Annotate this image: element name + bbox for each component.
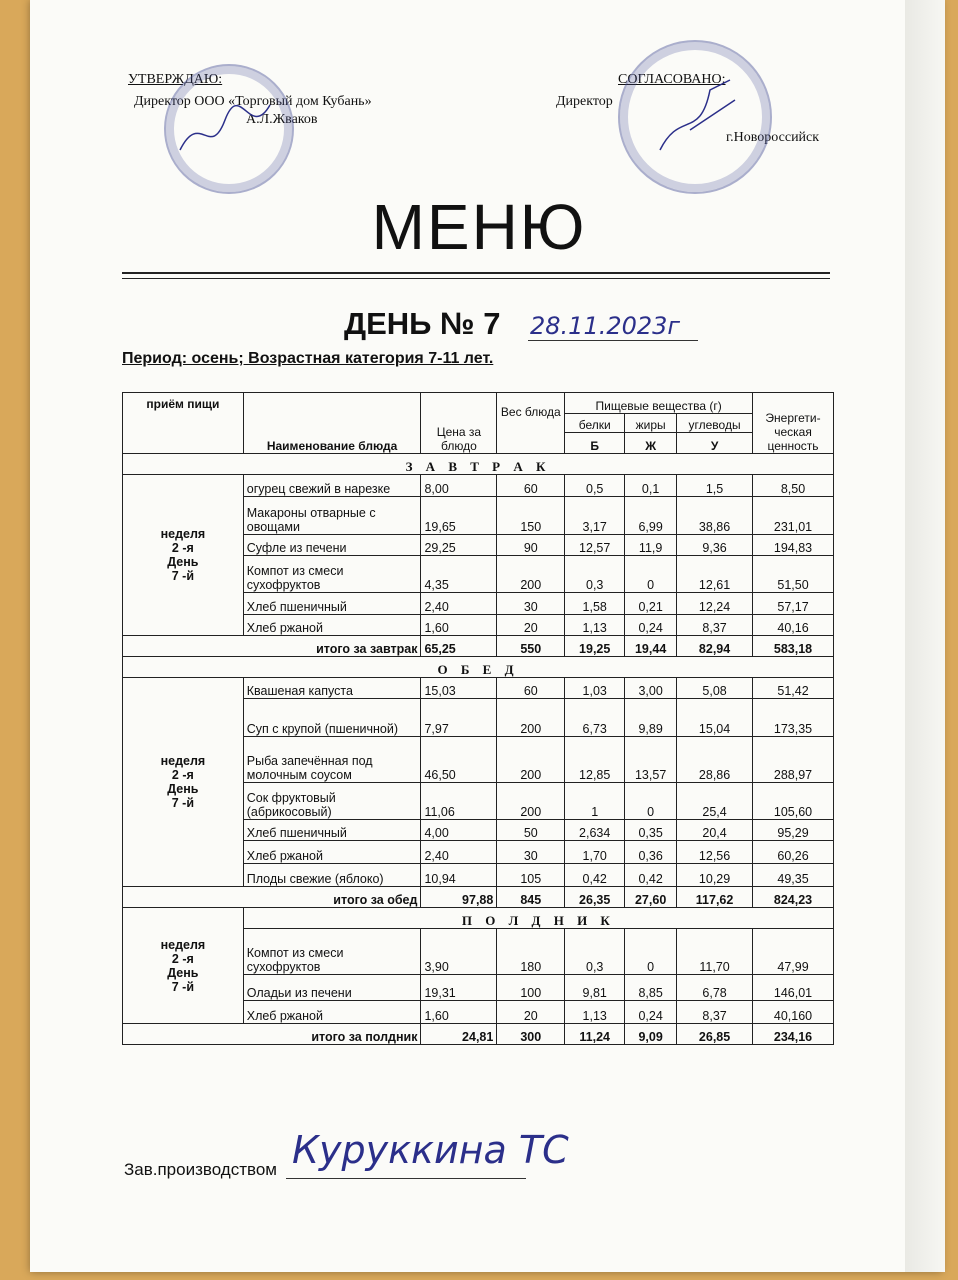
cell-energy: 95,29 — [753, 820, 834, 841]
cell-b: 1,13 — [565, 1001, 625, 1024]
dish-name-cell: Хлеб ржаной — [243, 615, 421, 636]
meal-group-line: неделя — [160, 754, 206, 768]
dish-name-cell: Хлеб ржаной — [243, 841, 421, 864]
cell-b: 1,13 — [565, 615, 625, 636]
cell-b: 3,17 — [565, 497, 625, 535]
cell-b: 1 — [565, 783, 625, 820]
cell-b: 6,73 — [565, 699, 625, 737]
total-energy: 824,23 — [753, 887, 834, 908]
meal-group-line: 2 -я — [171, 541, 194, 555]
day-label: ДЕНЬ № 7 — [344, 306, 501, 341]
meal-group-line: День — [167, 555, 199, 569]
total-u: 82,94 — [677, 636, 753, 657]
total-zh: 9,09 — [625, 1024, 677, 1045]
meal-group-line: День — [167, 965, 199, 980]
cell-b: 2,634 — [565, 820, 625, 841]
col-fat: жиры — [625, 414, 677, 433]
cell-energy: 57,17 — [753, 593, 834, 615]
cell-u: 6,78 — [677, 975, 753, 1001]
cell-u: 11,70 — [677, 929, 753, 975]
cell-zh: 0,21 — [625, 593, 677, 615]
cell-price: 19,65 — [421, 497, 497, 535]
cell-weight: 30 — [497, 841, 565, 864]
cell-energy: 47,99 — [753, 929, 834, 975]
cell-weight: 20 — [497, 1001, 565, 1024]
meal-group-line: неделя — [160, 527, 206, 541]
dish-name-cell: Макароны отварные с овощами — [243, 497, 421, 535]
cell-zh: 0,36 — [625, 841, 677, 864]
cell-weight: 20 — [497, 615, 565, 636]
section-title: О Б Е Д — [123, 657, 834, 678]
cell-zh: 9,89 — [625, 699, 677, 737]
section-row — [123, 657, 834, 678]
table-row — [123, 475, 834, 497]
dish-name-cell: Хлеб ржаной — [243, 1001, 421, 1024]
cell-zh: 0,35 — [625, 820, 677, 841]
dish-name-cell: Компот из смеси сухофруктов — [243, 929, 421, 975]
cell-weight: 60 — [497, 678, 565, 699]
cell-u: 10,29 — [677, 864, 753, 887]
section-title: П О Л Д Н И К — [243, 908, 833, 929]
cell-energy: 231,01 — [753, 497, 834, 535]
col-dish: Наименование блюда — [243, 393, 421, 454]
total-price: 24,81 — [421, 1024, 497, 1045]
col-meal: приём пищи — [123, 393, 244, 454]
period-line: Период: осень; Возрастная категория 7-11 лет. — [122, 350, 494, 367]
cell-energy: 105,60 — [753, 783, 834, 820]
menu-table — [122, 392, 834, 1045]
cell-zh: 0,1 — [625, 475, 677, 497]
cell-price: 29,25 — [421, 535, 497, 556]
meal-group-line: 7 -й — [171, 796, 195, 810]
cell-weight: 90 — [497, 535, 565, 556]
col-carbs: углеводы — [677, 414, 753, 433]
total-energy: 583,18 — [753, 636, 834, 657]
col-zh: Ж — [625, 433, 677, 454]
cell-energy: 288,97 — [753, 737, 834, 783]
col-b: Б — [565, 433, 625, 454]
footer-label: Зав.производством — [124, 1160, 277, 1179]
cell-weight: 200 — [497, 556, 565, 593]
total-u: 117,62 — [677, 887, 753, 908]
signature-left-icon — [170, 90, 280, 170]
cell-b: 1,03 — [565, 678, 625, 699]
dish-name-cell: Плоды свежие (яблоко) — [243, 864, 421, 887]
total-u: 26,85 — [677, 1024, 753, 1045]
dish-name-cell: Компот из смеси сухофруктов — [243, 556, 421, 593]
meal-group-cell — [123, 475, 244, 636]
cell-zh: 0 — [625, 783, 677, 820]
cell-u: 8,37 — [677, 1001, 753, 1024]
cell-u: 5,08 — [677, 678, 753, 699]
col-u: У — [677, 433, 753, 454]
cell-weight: 200 — [497, 737, 565, 783]
approve-name: А.Л.Жваков — [246, 112, 318, 127]
cell-b: 9,81 — [565, 975, 625, 1001]
cell-b: 12,85 — [565, 737, 625, 783]
col-weight: Вес блюда — [497, 393, 565, 454]
agree-position: Директор — [556, 94, 613, 109]
section-row — [123, 908, 834, 929]
meal-group-line: 7 -й — [171, 979, 195, 994]
cell-u: 15,04 — [677, 699, 753, 737]
total-row — [123, 636, 834, 657]
cell-zh: 0,24 — [625, 615, 677, 636]
cell-price: 7,97 — [421, 699, 497, 737]
dish-name-cell: Хлеб пшеничный — [243, 593, 421, 615]
cell-u: 12,56 — [677, 841, 753, 864]
day-date-handwritten: 28.11.2023г — [530, 312, 681, 340]
col-energy: Энергети-ческая ценность — [753, 393, 834, 454]
total-price: 97,88 — [421, 887, 497, 908]
cell-price: 2,40 — [421, 841, 497, 864]
cell-price: 11,06 — [421, 783, 497, 820]
agree-title: СОГЛАСОВАНО: — [618, 72, 726, 87]
cell-u: 25,4 — [677, 783, 753, 820]
cell-u: 9,36 — [677, 535, 753, 556]
cell-weight: 50 — [497, 820, 565, 841]
col-protein: белки — [565, 414, 625, 433]
cell-energy: 40,160 — [753, 1001, 834, 1024]
meal-group-line: 7 -й — [171, 569, 195, 583]
cell-price: 15,03 — [421, 678, 497, 699]
total-row — [123, 1024, 834, 1045]
cell-b: 0,3 — [565, 929, 625, 975]
total-energy: 234,16 — [753, 1024, 834, 1045]
meal-group-line: 2 -я — [171, 768, 194, 782]
section-row — [123, 454, 834, 475]
cell-weight: 180 — [497, 929, 565, 975]
cell-zh: 0 — [625, 556, 677, 593]
cell-b: 1,58 — [565, 593, 625, 615]
total-b: 26,35 — [565, 887, 625, 908]
cell-energy: 146,01 — [753, 975, 834, 1001]
dish-name-cell: Квашеная капуста — [243, 678, 421, 699]
cell-u: 1,5 — [677, 475, 753, 497]
meal-group-line: неделя — [160, 937, 206, 952]
cell-zh: 0,42 — [625, 864, 677, 887]
cell-b: 1,70 — [565, 841, 625, 864]
cell-energy: 40,16 — [753, 615, 834, 636]
title-rule-thin — [122, 278, 830, 279]
dish-name-cell: Сок фруктовый (абрикосовый) — [243, 783, 421, 820]
cell-u: 20,4 — [677, 820, 753, 841]
cell-price: 3,90 — [421, 929, 497, 975]
col-price: Цена за блюдо — [421, 393, 497, 454]
total-b: 19,25 — [565, 636, 625, 657]
total-label: итого за обед — [123, 887, 421, 908]
total-row — [123, 887, 834, 908]
signature-right-icon — [640, 70, 750, 160]
approve-title: УТВЕРЖДАЮ: — [128, 72, 223, 87]
agree-city: г.Новороссийск — [726, 130, 820, 145]
dish-name-cell: Оладьи из печени — [243, 975, 421, 1001]
cell-zh: 8,85 — [625, 975, 677, 1001]
cell-b: 0,3 — [565, 556, 625, 593]
cell-weight: 30 — [497, 593, 565, 615]
cell-weight: 200 — [497, 699, 565, 737]
col-nutrients: Пищевые вещества (г) — [565, 393, 753, 414]
cell-u: 8,37 — [677, 615, 753, 636]
table-row — [123, 678, 834, 699]
total-label: итого за завтрак — [123, 636, 421, 657]
cell-price: 1,60 — [421, 1001, 497, 1024]
cell-weight: 60 — [497, 475, 565, 497]
cell-u: 38,86 — [677, 497, 753, 535]
total-b: 11,24 — [565, 1024, 625, 1045]
meal-group-line: 2 -я — [171, 951, 194, 966]
dish-name-cell: Суп с крупой (пшеничной) — [243, 699, 421, 737]
cell-b: 0,5 — [565, 475, 625, 497]
cell-u: 12,61 — [677, 556, 753, 593]
cell-price: 1,60 — [421, 615, 497, 636]
cell-u: 12,24 — [677, 593, 753, 615]
cell-price: 10,94 — [421, 864, 497, 887]
section-title: З А В Т Р А К — [123, 454, 834, 475]
cell-zh: 13,57 — [625, 737, 677, 783]
total-label: итого за полдник — [123, 1024, 421, 1045]
cell-weight: 200 — [497, 783, 565, 820]
footer-signature-handwritten: Куруккина ТС — [292, 1128, 569, 1172]
meal-group-line: День — [167, 782, 199, 796]
dish-name-cell: Рыба запечённая под молочным соусом — [243, 737, 421, 783]
cell-price: 46,50 — [421, 737, 497, 783]
cell-u: 28,86 — [677, 737, 753, 783]
cell-energy: 49,35 — [753, 864, 834, 887]
cell-zh: 0,24 — [625, 1001, 677, 1024]
cell-zh: 3,00 — [625, 678, 677, 699]
page-title: МЕНЮ — [371, 191, 587, 263]
total-zh: 27,60 — [625, 887, 677, 908]
cell-zh: 11,9 — [625, 535, 677, 556]
table-header-row — [123, 393, 834, 414]
title-rule — [122, 272, 830, 274]
cell-price: 8,00 — [421, 475, 497, 497]
meal-group-cell — [123, 908, 244, 1024]
cell-energy: 60,26 — [753, 841, 834, 864]
total-weight: 300 — [497, 1024, 565, 1045]
cell-weight: 105 — [497, 864, 565, 887]
cell-price: 4,35 — [421, 556, 497, 593]
cell-energy: 8,50 — [753, 475, 834, 497]
total-zh: 19,44 — [625, 636, 677, 657]
meal-group-cell — [123, 678, 244, 887]
footer-underline — [286, 1178, 526, 1179]
dish-name-cell: Суфле из печени — [243, 535, 421, 556]
cell-energy: 173,35 — [753, 699, 834, 737]
total-weight: 550 — [497, 636, 565, 657]
cell-energy: 51,42 — [753, 678, 834, 699]
cell-weight: 150 — [497, 497, 565, 535]
total-price: 65,25 — [421, 636, 497, 657]
cell-energy: 194,83 — [753, 535, 834, 556]
cell-weight: 100 — [497, 975, 565, 1001]
cell-price: 19,31 — [421, 975, 497, 1001]
date-underline — [528, 340, 698, 341]
cell-b: 0,42 — [565, 864, 625, 887]
cell-zh: 6,99 — [625, 497, 677, 535]
cell-energy: 51,50 — [753, 556, 834, 593]
total-weight: 845 — [497, 887, 565, 908]
cell-b: 12,57 — [565, 535, 625, 556]
cell-zh: 0 — [625, 929, 677, 975]
dish-name-cell: огурец свежий в нарезке — [243, 475, 421, 497]
cell-price: 2,40 — [421, 593, 497, 615]
dish-name-cell: Хлеб пшеничный — [243, 820, 421, 841]
cell-price: 4,00 — [421, 820, 497, 841]
approve-position: Директор ООО «Торговый дом Кубань» — [134, 94, 372, 109]
